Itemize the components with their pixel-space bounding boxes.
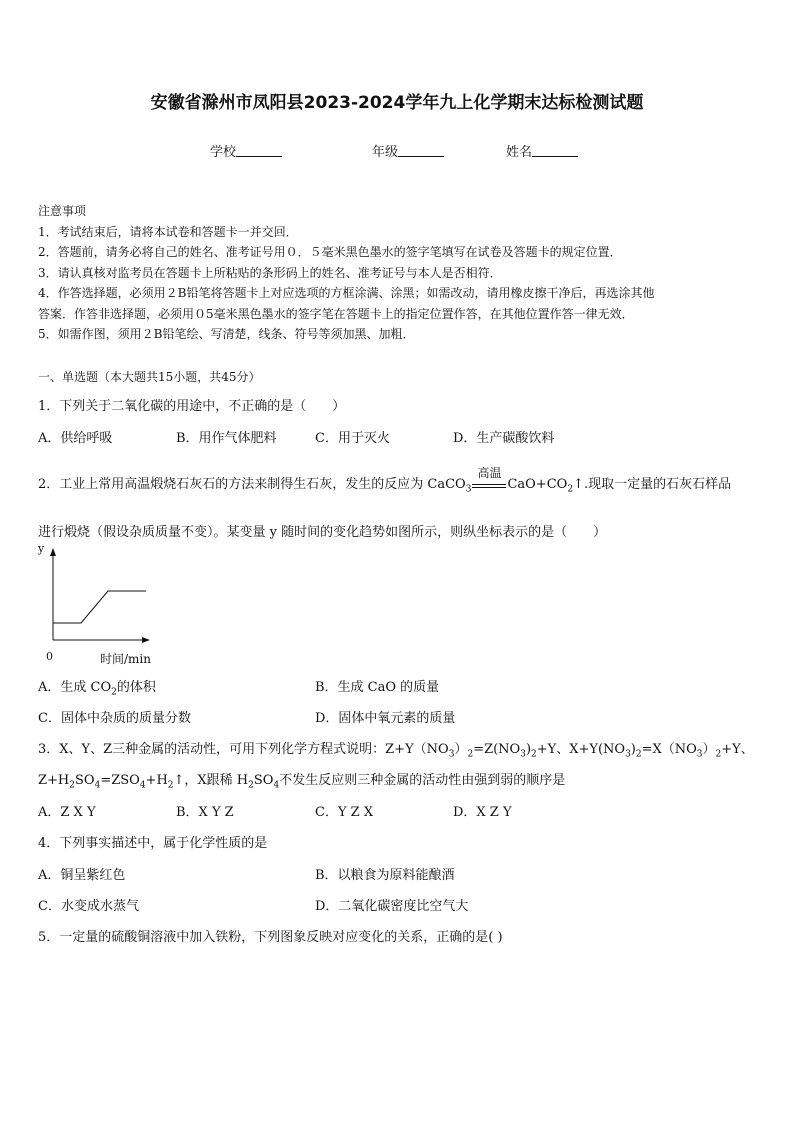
notes-item: 答案．作答非选择题，必须用０5毫米黑色墨水的签字笔在答题卡上的指定位置作答，在其他位置作答一律无效． [38,306,634,321]
q3-sub: 2 [69,780,75,791]
q4-option-c[interactable]: C．水变成水蒸气 [38,899,139,914]
y-axis-arrow [50,548,56,556]
school-label: 学校 [210,145,237,160]
q4-option-d[interactable]: D．二氧化碳密度比空气大 [315,899,469,914]
condition-text: 高温 [477,466,502,480]
q3-text: =Z(NO [473,742,521,757]
question-2-stem-line2: 进行煅烧（假设杂质质量不变）。某变量 y 随时间的变化趋势如图所示，则纵坐标表示的是（ ） [38,525,607,540]
question-2-stem-line1 [38,466,732,495]
q2-sub: 3 [465,484,472,495]
grade-label: 年级 [372,145,399,160]
question-1-stem: 1．下列关于二氧化碳的用途中，不正确的是（ ） [38,399,346,414]
q3-text: =ZSO [100,773,140,788]
q3-option-c[interactable]: C．Y Z X [315,805,374,820]
q2-stem-a: 2．工业上常用高温煅烧石灰石的方法来制得生石灰，发生的反应为 CaCO [38,477,466,492]
question-3-stem-line1 [38,738,754,760]
q2-option-a-tail: 的体积 [116,680,156,695]
q3-sub: 3 [696,749,703,760]
q3-text: ） [454,742,468,757]
equals-sign [472,484,506,488]
question-5-stem: 5．一定量的硫酸铜溶液中加入铁粉，下列图象反映对应变化的关系，正确的是( ) [38,930,503,945]
question-4-stem: 4．下列事实描述中，属于化学性质的是 [38,836,268,851]
q2-option-a-sub: 2 [111,687,117,698]
q3-text: Z+H [38,773,70,788]
notes-item: 1．考试结束后，请将本试卷和答题卡一并交回． [38,224,298,239]
q3-text: +Y、 [721,742,754,757]
q3-text: =X（NO [641,742,697,757]
q2-sub: 2 [567,484,574,495]
notes-item: 2．答题前，请务必将自己的姓名、准考证号用０．５毫米黑色墨水的签字笔填写在试卷及答题卡的规定位置． [38,245,622,259]
question-3-stem-line2 [38,769,565,791]
graph-origin-label: 0 [46,650,53,663]
q3-text: 3．X、Y、Z三种金属的活动性，可用下列化学方程式说明：Z+Y（NO [38,742,449,757]
q3-sub: 4 [139,780,146,791]
q3-sub: 3 [520,749,526,760]
q3-sub: 2 [635,749,642,760]
q3-sub: 3 [625,749,631,760]
q3-sub: 2 [531,749,537,760]
q1-option-d[interactable]: D．生产碳酸饮料 [453,431,555,446]
q3-sub: 4 [273,780,280,791]
q3-text: ↑，X跟稀 H [173,773,249,788]
notes-item: 5．如需作图，须用２B铅笔绘、写清楚，线条、符号等须加黑、加粗． [38,327,415,341]
q3-text: ） [702,742,716,757]
q3-text: +H [145,773,168,788]
name-label: 姓名 [506,145,533,160]
name-blank[interactable] [532,144,578,157]
q1-option-b[interactable]: B．用作气体肥料 [176,431,277,446]
reaction-condition [472,466,506,488]
q2-option-b[interactable]: B．生成 CaO 的质量 [315,680,440,695]
q2-graph-svg [30,542,170,667]
grade-field[interactable] [372,141,444,160]
school-field[interactable] [210,141,282,160]
notes-heading: 注意事项 [38,204,87,218]
q3-text: SO [75,773,95,788]
x-axis-arrow [142,637,150,643]
q3-sub: 4 [94,780,101,791]
q3-sub: 2 [715,749,722,760]
q3-text: ) [630,742,636,757]
q3-sub: 2 [248,780,254,791]
graph-curve [53,591,146,623]
q2-stem-b: ↑.现取一定量的石灰石样品 [573,477,732,492]
q2-graph [30,542,170,667]
q3-option-d[interactable]: D．X Z Y [453,805,512,820]
notes-block [38,201,654,345]
notes-item: 3．请认真核对监考员在答题卡上所粘贴的条形码上的姓名、准考证号与本人是否相符． [38,265,502,280]
section-heading: 一、单选题（本大题共15小题，共45分） [38,370,261,384]
notes-item: 4．作答选择题，必须用２B铅笔将答题卡上对应选项的方框涂满、涂黑；如需改动，请用橡皮擦干净后，再选涂其他 [38,286,655,300]
q3-option-a[interactable]: A．Z X Y [38,805,96,820]
q2-option-d[interactable]: D．固体中氧元素的质量 [315,711,456,726]
q1-option-c[interactable]: C．用于灭火 [315,431,390,446]
q3-sub: 2 [167,780,174,791]
q2-option-a[interactable] [38,676,156,698]
graph-y-label: y [38,542,45,555]
q2-option-c[interactable]: C．固体中杂质的质量分数 [38,711,191,726]
q3-sub: 2 [467,749,474,760]
q3-option-b[interactable]: B．X Y Z [176,805,234,820]
paper-title: 安徽省滁州市凤阳县2023-2024学年九上化学期末达标检测试题 [150,93,644,113]
q3-text: ) [525,742,532,757]
q2-option-a-text: A．生成 CO [38,680,112,695]
name-field[interactable] [506,141,578,160]
q2-products: CaO+CO [507,477,568,492]
q3-text: SO [253,773,274,788]
school-blank[interactable] [236,144,282,157]
graph-x-label: 时间/min [100,652,151,666]
q1-option-a[interactable]: A．供给呼吸 [38,431,113,446]
q3-text: 不发生反应则三种金属的活动性由强到弱的顺序是 [279,773,566,788]
q3-text: +Y、X+Y(NO [536,742,626,757]
q4-option-b[interactable]: B．以粮食为原料能酿酒 [315,868,455,883]
q4-option-a[interactable]: A．铜呈紫红色 [38,868,126,883]
grade-blank[interactable] [398,144,444,157]
q3-sub: 3 [448,749,455,760]
